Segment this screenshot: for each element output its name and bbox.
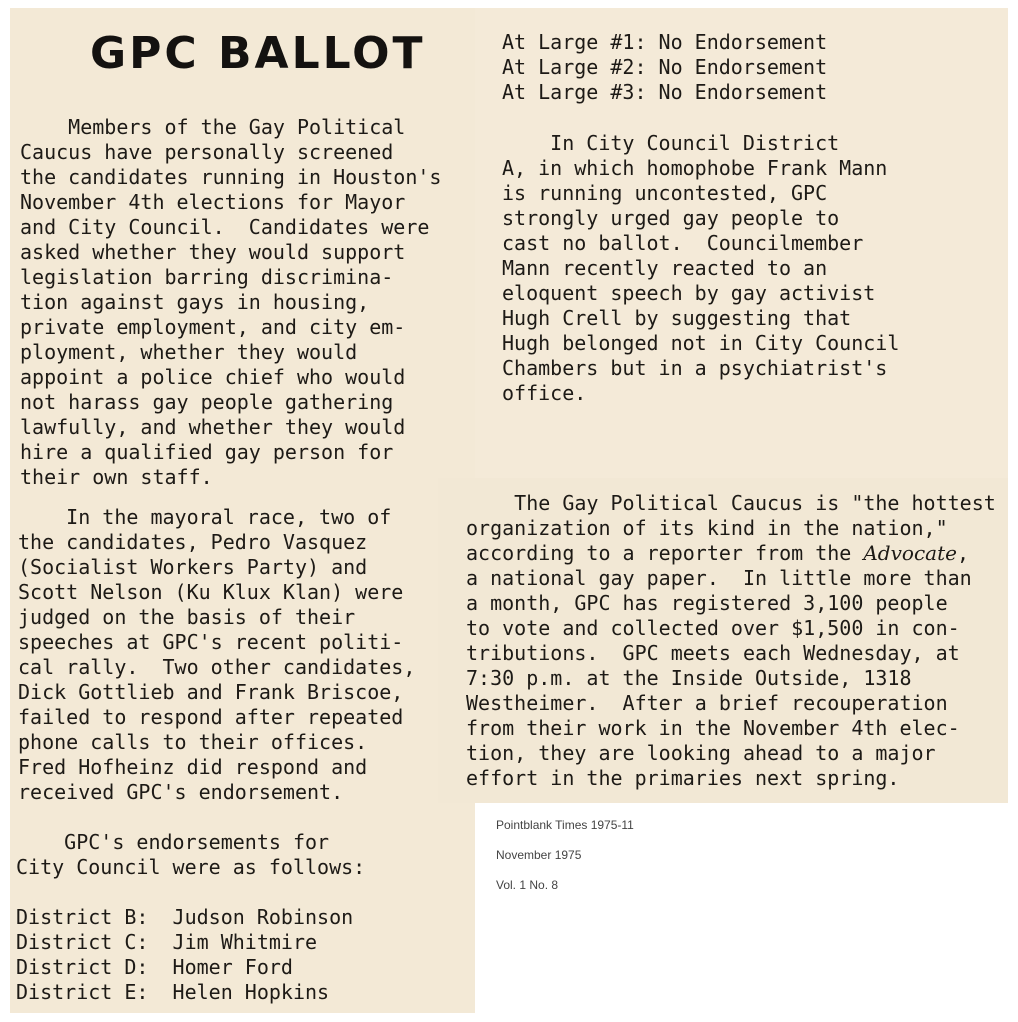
intro-line: asked whether they would support — [20, 240, 406, 264]
caucus-line: , — [956, 541, 969, 565]
district-endorsement: District B: Judson Robinson — [16, 905, 354, 929]
intro-line: their own staff. — [20, 465, 213, 489]
mayoral-paragraph — [18, 505, 415, 805]
mayoral-line: failed to respond after repeated — [18, 705, 404, 729]
intro-line: ployment, whether they would — [20, 340, 358, 364]
caucus-line: according to a reporter from the — [466, 541, 864, 565]
council-intro-line: GPC's endorsements for — [16, 830, 330, 854]
intro-line: tion against gays in housing, — [20, 290, 370, 314]
district-a-line: Hugh belonged not in City Council — [502, 331, 900, 355]
district-a-line: A, in which homophobe Frank Mann — [502, 156, 888, 180]
caucus-line: a month, GPC has registered 3,100 people — [466, 591, 948, 615]
mayoral-line: Fred Hofheinz did respond and — [18, 755, 368, 779]
district-a-line: In City Council District — [502, 131, 840, 155]
mayoral-line: the candidates, Pedro Vasquez — [18, 530, 368, 554]
district-endorsement: District E: Helen Hopkins — [16, 980, 330, 1004]
caucus-line: organization of its kind in the nation," — [466, 516, 948, 540]
district-endorsement: District D: Homer Ford — [16, 955, 293, 979]
mayoral-line: (Socialist Workers Party) and — [18, 555, 368, 579]
mayoral-line: cal rally. Two other candidates, — [18, 655, 416, 679]
mayoral-line: speeches at GPC's recent politi- — [18, 630, 404, 654]
caucus-line: to vote and collected over $1,500 in con- — [466, 616, 960, 640]
council-intro-line: City Council were as follows: — [16, 855, 366, 879]
caucus-line: The Gay Political Caucus is "the hottest — [466, 491, 996, 515]
intro-line: private employment, and city em- — [20, 315, 406, 339]
intro-line: not harass gay people gathering — [20, 390, 394, 414]
caucus-line: tributions. GPC meets each Wednesday, at — [466, 641, 960, 665]
intro-line: appoint a police chief who would — [20, 365, 406, 389]
intro-line: Members of the Gay Political — [20, 115, 406, 139]
caucus-line: tion, they are looking ahead to a major — [466, 741, 936, 765]
mayoral-line: Scott Nelson (Ku Klux Klan) were — [18, 580, 404, 604]
intro-line: Caucus have personally screened — [20, 140, 394, 164]
article-title: GPC BALLOT — [90, 28, 426, 79]
intro-paragraph — [20, 115, 441, 490]
district-a-line: Hugh Crell by suggesting that — [502, 306, 852, 330]
clipping-left — [10, 8, 475, 1013]
intro-line: November 4th elections for Mayor — [20, 190, 406, 214]
district-a-line: Mann recently reacted to an — [502, 256, 828, 280]
caucus-line: effort in the primaries next spring. — [466, 766, 900, 790]
district-a-line: is running uncontested, GPC — [502, 181, 828, 205]
clipping-right-top — [475, 8, 1008, 488]
district-endorsement: District C: Jim Whitmire — [16, 930, 318, 954]
at-large-endorsement: At Large #2: No Endorsement — [502, 55, 828, 79]
caucus-line: Westheimer. After a brief recouperation — [466, 691, 948, 715]
mayoral-line: In the mayoral race, two of — [18, 505, 392, 529]
mayoral-line: judged on the basis of their — [18, 605, 356, 629]
advocate-name: Advocate — [863, 541, 957, 565]
clipping-right-bottom — [438, 478, 1008, 803]
caucus-line: 7:30 p.m. at the Inside Outside, 1318 — [466, 666, 912, 690]
at-large-endorsement-list — [502, 30, 827, 105]
caucus-paragraph — [466, 491, 996, 791]
caucus-line: a national gay paper. In little more than — [466, 566, 972, 590]
district-a-line: office. — [502, 381, 587, 405]
volume-caption: Vol. 1 No. 8 — [496, 878, 559, 892]
mayoral-line: phone calls to their offices. — [18, 730, 368, 754]
intro-line: lawfully, and whether they would — [20, 415, 406, 439]
date-caption: November 1975 — [496, 848, 582, 862]
publication-caption: Pointblank Times 1975-11 — [496, 818, 634, 832]
at-large-endorsement: At Large #1: No Endorsement — [502, 30, 828, 54]
intro-line: the candidates running in Houston's — [20, 165, 442, 189]
district-a-line: cast no ballot. Councilmember — [502, 231, 864, 255]
caucus-line: from their work in the November 4th elec- — [466, 716, 960, 740]
district-a-line: strongly urged gay people to — [502, 206, 840, 230]
intro-line: legislation barring discrimina- — [20, 265, 394, 289]
district-a-line: Chambers but in a psychiatrist's — [502, 356, 888, 380]
council-intro-paragraph — [16, 830, 365, 880]
at-large-endorsement: At Large #3: No Endorsement — [502, 80, 828, 104]
intro-line: and City Council. Candidates were — [20, 215, 430, 239]
intro-line: hire a qualified gay person for — [20, 440, 394, 464]
district-a-line: eloquent speech by gay activist — [502, 281, 876, 305]
mayoral-line: received GPC's endorsement. — [18, 780, 344, 804]
mayoral-line: Dick Gottlieb and Frank Briscoe, — [18, 680, 404, 704]
district-a-paragraph — [502, 131, 899, 406]
district-endorsement-list — [16, 905, 353, 1005]
